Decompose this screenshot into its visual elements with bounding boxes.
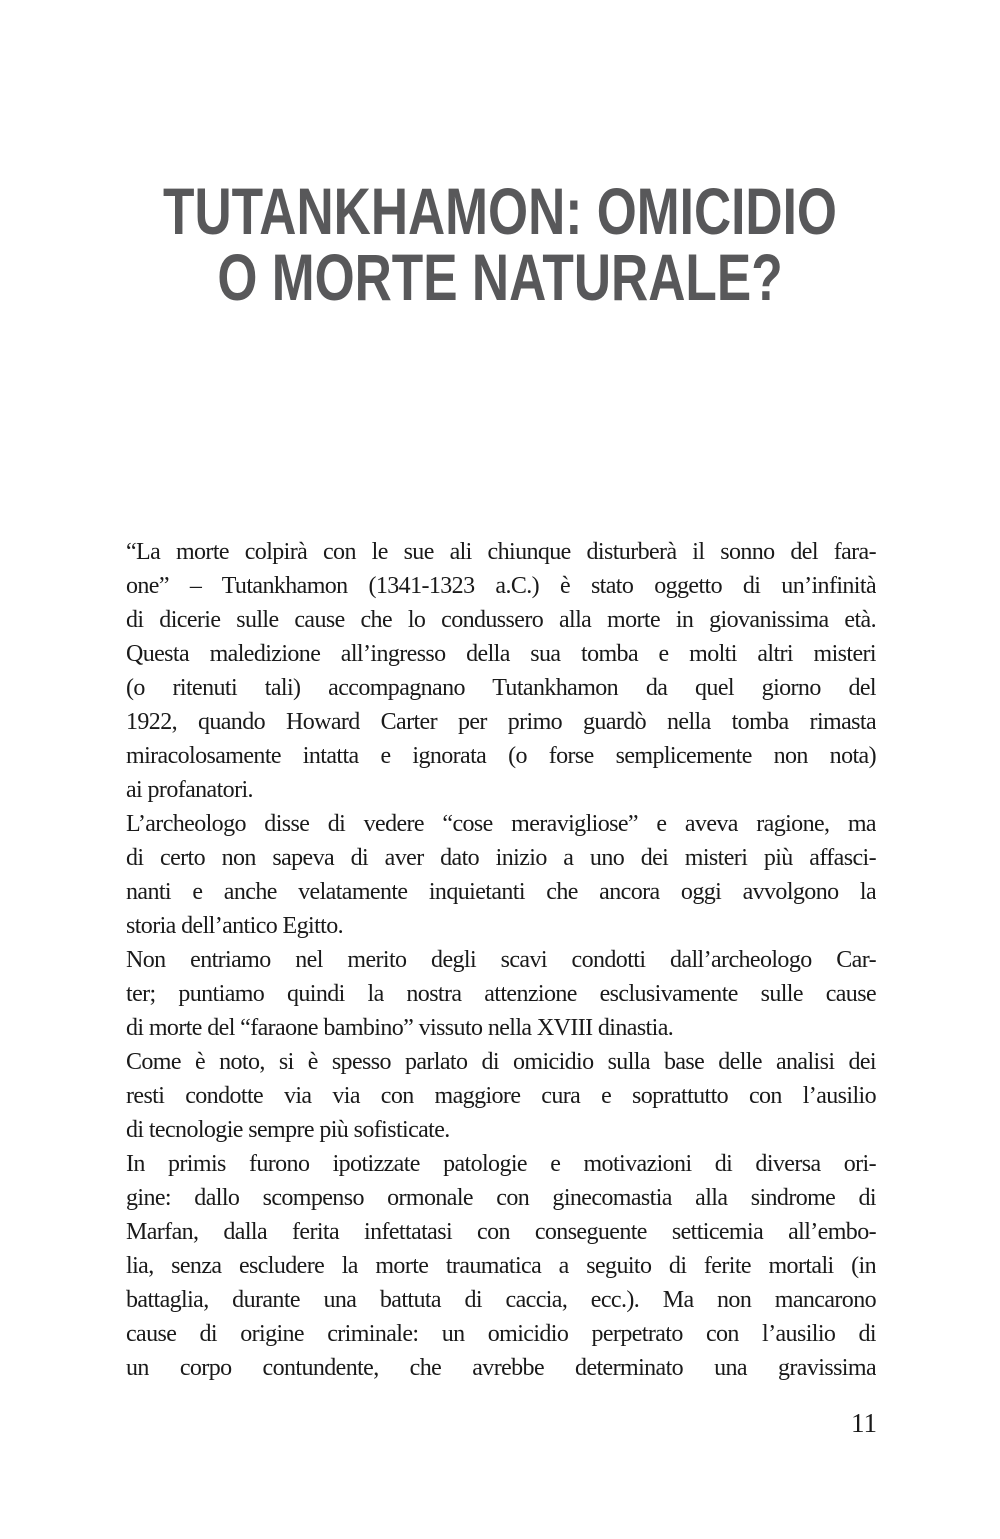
body-line: “La morte colpirà con le sue ali chiunque disturberà il sonno del fara- xyxy=(126,539,876,565)
body-line: gine: dallo scompenso ormonale con ginecomastia alla sindrome di xyxy=(126,1185,876,1211)
body-line: resti condotte via via con maggiore cura e soprattutto con l’ausilio xyxy=(126,1083,876,1109)
body-line: ter; puntiamo quindi la nostra attenzione esclusivamente sulle cause xyxy=(126,981,876,1007)
body-text xyxy=(126,535,876,1385)
body-line: di morte del “faraone bambino” vissuto nella XVIII dinastia. xyxy=(126,1015,674,1041)
page-number: 11 xyxy=(851,1408,877,1438)
body-line: 1922, quando Howard Carter per primo guardò nella tomba rimasta xyxy=(126,709,876,735)
body-line: Come è noto, si è spesso parlato di omicidio sulla base delle analisi dei xyxy=(126,1049,876,1075)
body-line: di certo non sapeva di aver dato inizio a uno dei misteri più affasci- xyxy=(126,845,876,871)
body-line: (o ritenuti tali) accompagnano Tutankhamon da quel giorno del xyxy=(126,675,876,701)
body-line: one” – Tutankhamon (1341-1323 a.C.) è stato oggetto di un’infinità xyxy=(126,573,876,599)
body-line: di dicerie sulle cause che lo condussero alla morte in giovanissima età. xyxy=(126,607,876,633)
body-line: L’archeologo disse di vedere “cose meravigliose” e aveva ragione, ma xyxy=(126,811,876,837)
chapter-title-line-2: O MORTE NATURALE? xyxy=(217,240,783,314)
body-line: cause di origine criminale: un omicidio perpetrato con l’ausilio di xyxy=(126,1321,876,1347)
body-line: nanti e anche velatamente inquietanti che ancora oggi avvolgono la xyxy=(126,879,876,905)
body-line: un corpo contundente, che avrebbe determinato una gravissima xyxy=(126,1355,876,1381)
body-line: battaglia, durante una battuta di caccia, ecc.). Ma non mancarono xyxy=(126,1287,876,1313)
body-line: ai profanatori. xyxy=(126,777,253,803)
chapter-title-line-1: TUTANKHAMON: OMICIDIO xyxy=(163,174,837,248)
body-line: Marfan, dalla ferita infettatasi con conseguente setticemia all’embo- xyxy=(126,1219,876,1245)
body-line: Questa maledizione all’ingresso della sua tomba e molti altri misteri xyxy=(126,641,876,667)
body-line: lia, senza escludere la morte traumatica a seguito di ferite mortali (in xyxy=(126,1253,876,1279)
body-line: In primis furono ipotizzate patologie e motivazioni di diversa ori- xyxy=(126,1151,876,1177)
body-line: storia dell’antico Egitto. xyxy=(126,913,344,939)
chapter-title xyxy=(0,174,1000,314)
body-line: Non entriamo nel merito degli scavi condotti dall’archeologo Car- xyxy=(126,947,876,973)
body-line: di tecnologie sempre più sofisticate. xyxy=(126,1117,450,1143)
body-line: miracolosamente intatta e ignorata (o forse semplicemente non nota) xyxy=(126,743,876,769)
